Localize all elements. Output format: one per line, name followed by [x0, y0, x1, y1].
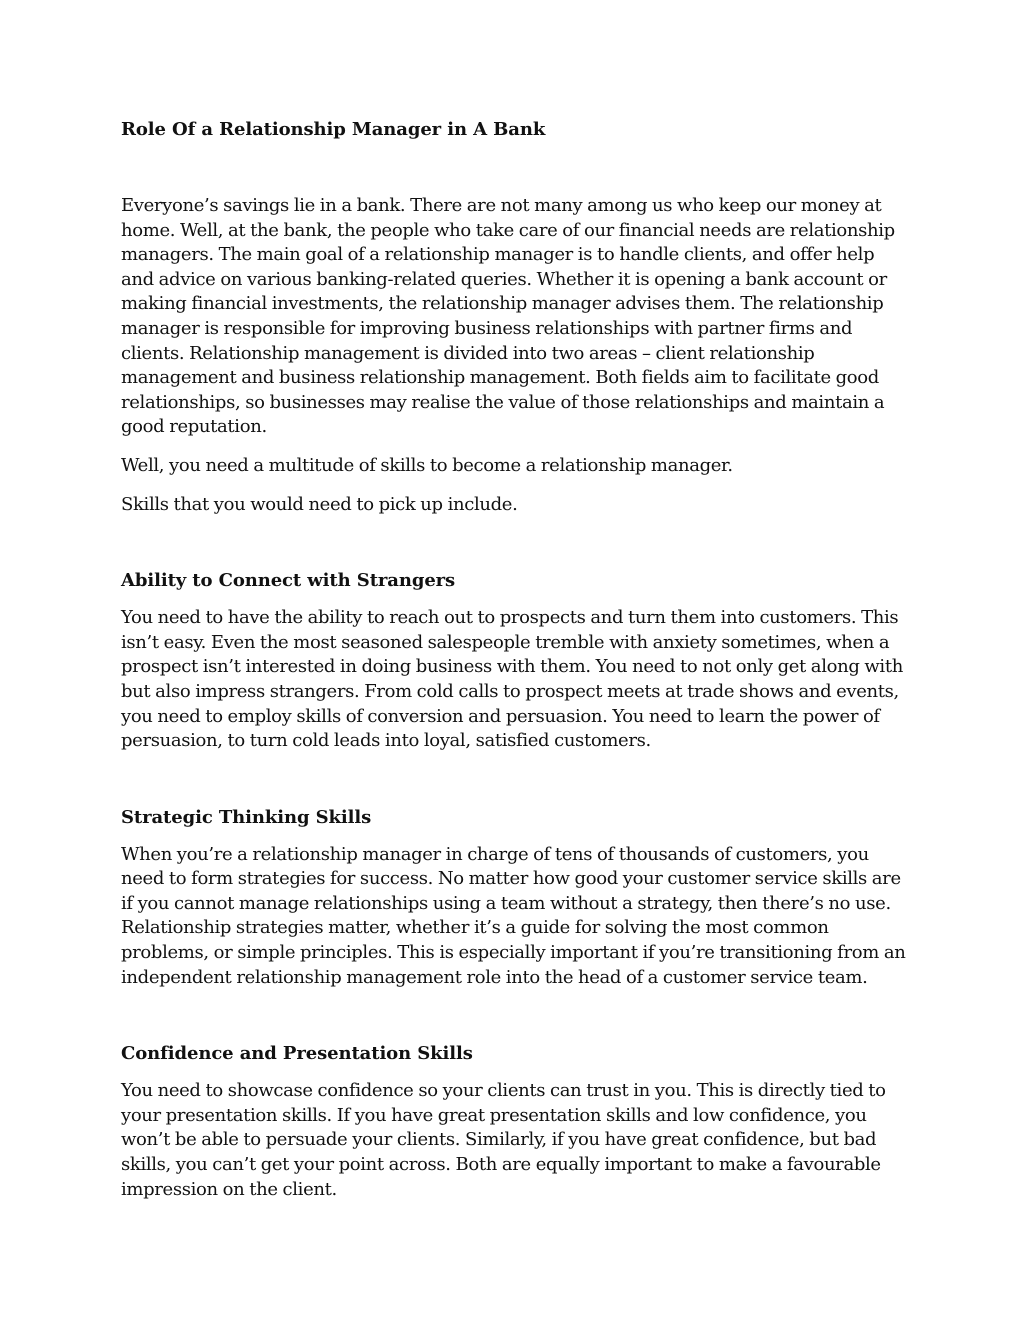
section-body: When you’re a relationship manager in charge of tens of thousands of customers, you need to form strategies for success. No matter how good your customer service skills are if you cannot manage relationships using a team without a strategy, then there’s no use. Relationship strategies matter, whether it’s a guide for solving the most common problems, or simple principles. This is especially important if you’re transitioning from an independent relationship management role into the head of a customer service team. — [121, 843, 906, 988]
section-heading: Confidence and Presentation Skills — [121, 1043, 473, 1065]
section-heading: Ability to Connect with Strangers — [121, 570, 456, 592]
document-title: Role Of a Relationship Manager in A Bank — [121, 119, 546, 140]
section-connect-with-strangers — [121, 569, 911, 754]
intro-paragraph: Well, you need a multitude of skills to become a relationship manager. — [121, 454, 733, 476]
section-body: You need to have the ability to reach out to prospects and turn them into customers. This isn’t easy. Even the most seasoned salespeople tremble with anxiety sometimes, when a prospect isn’t interested in doing business with them. You need to not only get along with but also impress strangers. From cold calls to prospect meets at trade shows and events, you need to employ skills of conversion and persuasion. You need to learn the power of persuasion, to turn cold leads into loyal, satisfied customers. — [121, 607, 903, 752]
intro-paragraph: Everyone’s savings lie in a bank. There are not many among us who keep our money at home. Well, at the bank, the people who take care of our financial needs are relationship managers. The main goal of a relationship manager is to handle clients, and offer help and advice on various banking-related queries. Whether it is opening a bank account or making financial investments, the relationship manager advises them. The relationship manager is responsible for improving business relationships with partner firms and clients. Relationship management is divided into two areas – client relationship management and business relationship management. Both fields aim to facilitate good relationships, so businesses may realise the value of those relationships and maintain a good reputation. — [121, 195, 895, 438]
section-body: You need to showcase confidence so your clients can trust in you. This is directly tied to your presentation skills. If you have great presentation skills and low confidence, you won’t be able to persuade your clients. Similarly, if you have great confidence, but bad skills, you can’t get your point across. Both are equally important to make a favourable impression on the client. — [121, 1080, 886, 1200]
section-confidence-presentation — [121, 1042, 911, 1202]
intro-paragraph: Skills that you would need to pick up include. — [121, 493, 518, 515]
section-strategic-thinking — [121, 806, 911, 991]
document-page — [121, 118, 911, 1216]
section-heading: Strategic Thinking Skills — [121, 806, 372, 828]
